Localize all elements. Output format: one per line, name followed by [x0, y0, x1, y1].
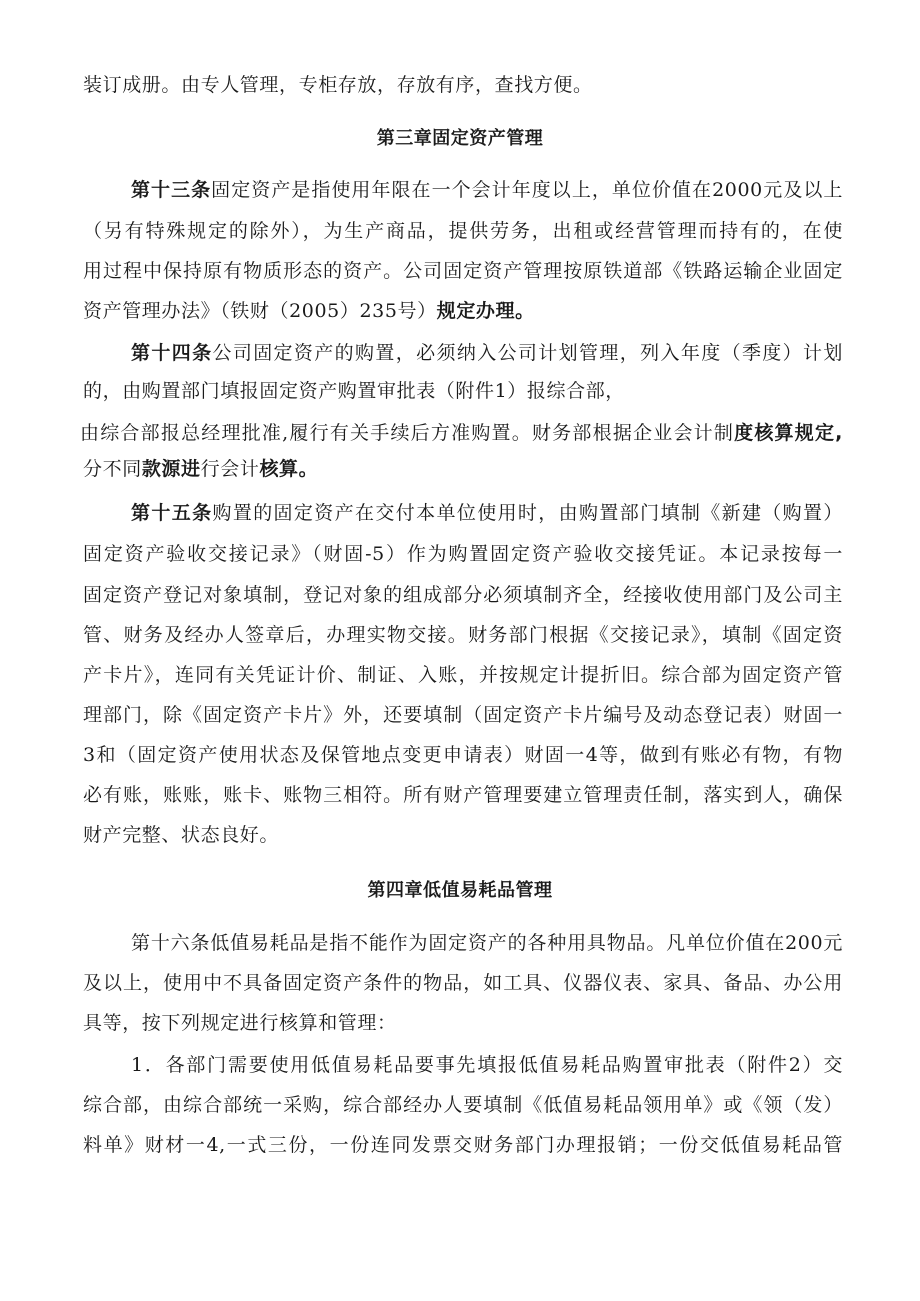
article-16-item-1-line-2: 综合部，由综合部统一采购，综合部经办人要填制《低值易耗品领用单》或《领（发）: [83, 1094, 843, 1116]
article-15-line-6: 理部门，除《固定资产卡片》外，还要填制（固定资产卡片编号及动态登记表）财固一: [83, 704, 843, 726]
article-16-line-2: 及以上，使用中不具备固定资产条件的物品，如工具、仪器仪表、家具、备品、办公用: [83, 972, 843, 994]
article-14-label: 第十四条: [131, 342, 213, 364]
article-13-line-1-text: 固定资产是指使用年限在一个会计年度以上，单位价值在2000元及以上: [211, 179, 843, 201]
article-14-line-4-text-a: 分不同: [83, 458, 142, 480]
article-13-line-4-text: 资产管理办法》（铁财（2005）235号）: [83, 300, 437, 322]
article-13-line-3: 用过程中保持原有物质形态的资产。公司固定资产管理按原铁道部《铁路运输企业固定: [83, 260, 843, 282]
article-13-line-2: （另有特殊规定的除外），为生产商品，提供劳务，出租或经营管理而持有的，在使: [83, 220, 843, 242]
article-15-line-5: 产卡片》，连同有关凭证计价、制证、入账，并按规定计提折旧。综合部为固定资产管: [83, 664, 843, 686]
article-14-emphasis-1: 度核算规定,: [734, 422, 843, 444]
article-15-line-8: 必有账，账账，账卡、账物三相符。所有财产管理要建立管理责任制，落实到人，确保: [83, 784, 843, 806]
article-14-line-4-text-b: 行会计: [200, 458, 260, 480]
article-13-line-4: [83, 299, 843, 323]
article-16-line-1: 第十六条低值易耗品是指不能作为固定资产的各种用具物品。凡单位价值在200元: [131, 932, 843, 954]
article-16-item-1-line-1: 1．各部门需要使用低值易耗品要事先填报低值易耗品购置审批表（附件2）交: [131, 1054, 843, 1076]
article-15-line-2: 固定资产验收交接记录》（财固-5）作为购置固定资产验收交接凭证。本记录按每一: [83, 543, 843, 565]
article-15-line-4: 管、财务及经办人签章后，办理实物交接。财务部门根据《交接记录》，填制《固定资: [83, 624, 843, 646]
article-16-item-1-line-3: 料单》财材一4,一式三份，一份连同发票交财务部门办理报销；一份交低值易耗品管: [83, 1134, 843, 1156]
article-15-line-9: 财产完整、状态良好。: [83, 824, 280, 846]
article-14-line-3: [80, 421, 843, 445]
chapter-3-title: 第三章固定资产管理: [376, 128, 544, 149]
article-15-line-7: 3和（固定资产使用状态及保管地点变更申请表）财固一4等，做到有账必有物，有物: [83, 744, 843, 766]
article-15-line-1-text: 购置的固定资产在交付本单位使用时，由购置部门填制《新建（购置）: [212, 502, 843, 524]
article-16-line-3: 具等，按下列规定进行核算和管理：: [83, 1012, 397, 1034]
article-14-line-4: [83, 457, 843, 481]
article-13-label: 第十三条: [131, 179, 212, 201]
article-15-label: 第十五条: [131, 502, 213, 524]
chapter-4-title: 第四章低值易耗品管理: [367, 880, 553, 901]
article-13-line-1: [131, 178, 843, 202]
article-14-emphasis-3: 核算。: [259, 458, 319, 480]
article-15-line-3: 固定资产登记对象填制，登记对象的组成部分必须填制齐全，经接收使用部门及公司主: [83, 584, 843, 606]
article-14-line-3-text: 由综合部报总经理批准,履行有关手续后方准购置。财务部根据企业会计制: [80, 422, 735, 444]
intro-line: 装订成册。由专人管理，专柜存放，存放有序，查找方便。: [83, 74, 593, 96]
article-13-emphasis: 规定办理。: [436, 300, 535, 322]
article-14-line-1-text: 公司固定资产的购置，必须纳入公司计划管理，列入年度（季度）计划: [212, 342, 843, 364]
article-14-line-1: [131, 341, 843, 365]
article-15-line-1: [131, 501, 843, 525]
article-14-emphasis-2: 款源进: [141, 458, 201, 480]
article-14-line-2: 的，由购置部门填报固定资产购置审批表（附件1）报综合部，: [83, 380, 625, 402]
